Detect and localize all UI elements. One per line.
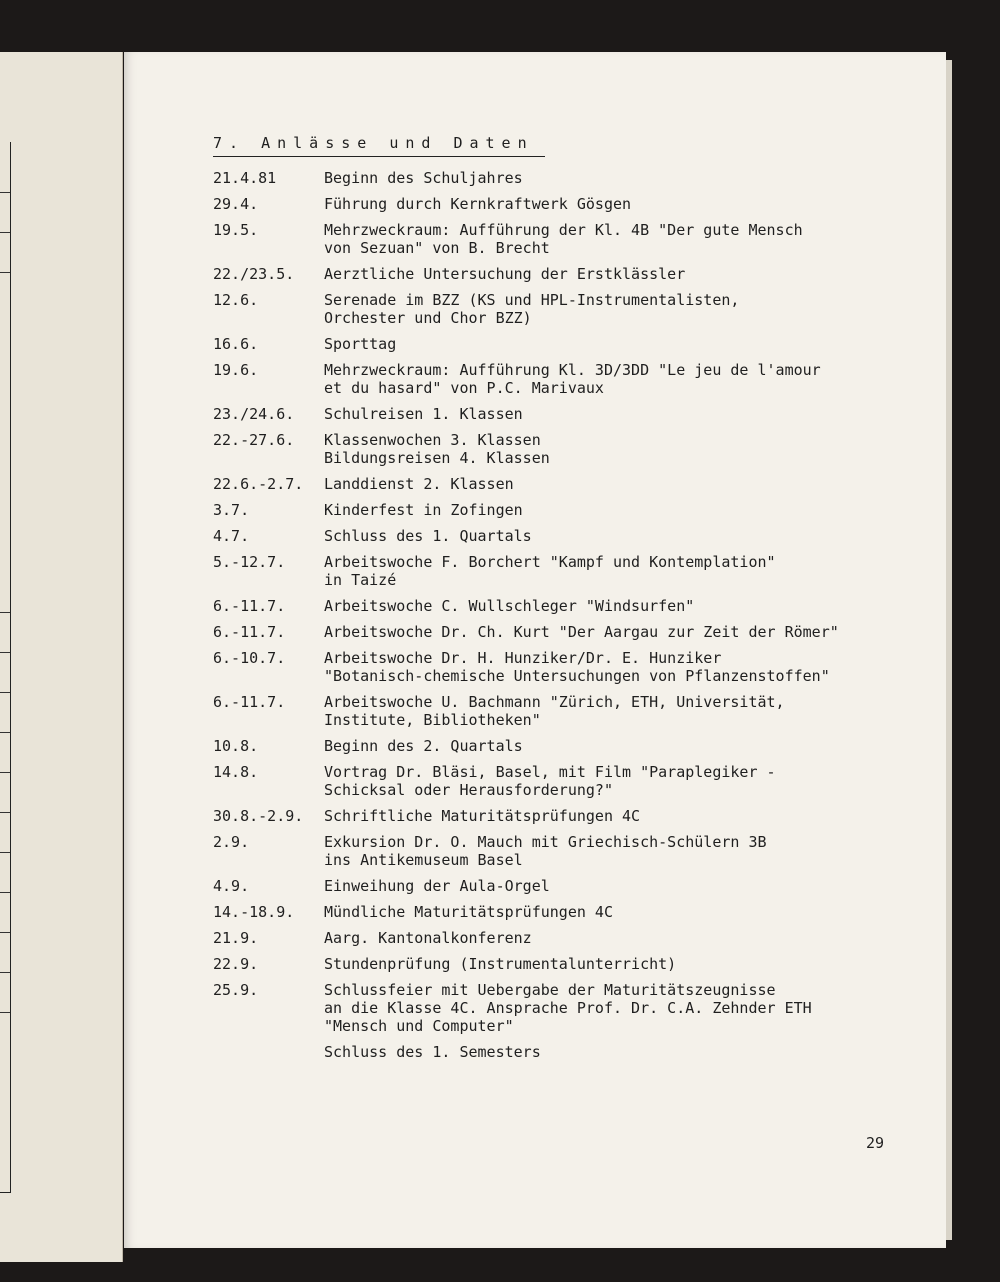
left-table-rule: [0, 932, 10, 933]
left-table-rule: [0, 852, 10, 853]
event-date: 4.9.: [213, 877, 250, 895]
event-description: Klassenwochen 3. Klassen Bildungsreisen 4. Klassen: [324, 431, 550, 467]
event-description: Arbeitswoche Dr. Ch. Kurt "Der Aargau zur Zeit der Römer": [324, 623, 839, 641]
left-table-rule: [0, 192, 10, 193]
left-table-rule: [0, 892, 10, 893]
event-description: Schriftliche Maturitätsprüfungen 4C: [324, 807, 641, 825]
event-date: 3.7.: [213, 501, 250, 519]
event-description: Aerztliche Untersuchung der Erstklässler: [324, 265, 686, 283]
event-date: 22.9.: [213, 955, 259, 973]
event-date: 10.8.: [213, 737, 259, 755]
event-description: Exkursion Dr. O. Mauch mit Griechisch-Schülern 3B ins Antikemuseum Basel: [324, 833, 767, 869]
event-row: [213, 763, 913, 799]
left-table-rule: [0, 732, 10, 733]
event-row: [213, 291, 913, 327]
event-row: [213, 475, 913, 493]
event-date: 30.8.-2.9.: [213, 807, 304, 825]
event-description: Landdienst 2. Klassen: [324, 475, 514, 493]
event-description: Arbeitswoche F. Borchert "Kampf und Kontemplation" in Taizé: [324, 553, 776, 589]
event-description: Serenade im BZZ (KS und HPL-Instrumentalisten, Orchester und Chor BZZ): [324, 291, 740, 327]
left-table-rule: [0, 652, 10, 653]
event-date: 22.6.-2.7.: [213, 475, 304, 493]
event-date: 16.6.: [213, 335, 259, 353]
event-row: [213, 195, 913, 213]
event-description: Arbeitswoche C. Wullschleger "Windsurfen": [324, 597, 695, 615]
event-date: 4.7.: [213, 527, 250, 545]
event-row: [213, 335, 913, 353]
event-description: Arbeitswoche Dr. H. Hunziker/Dr. E. Hunziker "Botanisch-chemische Untersuchungen von Pflanzenstoffen": [324, 649, 830, 685]
event-date: 25.9.: [213, 981, 259, 999]
left-table-rule: [0, 272, 10, 273]
event-row: [213, 221, 913, 257]
event-row: [213, 877, 913, 895]
event-list: [213, 169, 913, 1061]
event-date: 23./24.6.: [213, 405, 295, 423]
event-description: Schulreisen 1. Klassen: [324, 405, 523, 423]
event-date: 19.5.: [213, 221, 259, 239]
page-edge: [946, 60, 952, 1240]
event-date: [213, 1043, 324, 1061]
left-table-rule: [0, 692, 10, 693]
page-number: 29: [866, 1134, 885, 1152]
event-row: [213, 553, 913, 589]
left-table-rule: [0, 972, 10, 973]
event-date: 21.9.: [213, 929, 259, 947]
left-table-rule: [0, 612, 10, 613]
event-row: [213, 955, 913, 973]
event-description: Stundenprüfung (Instrumentalunterricht): [324, 955, 677, 973]
event-date: 22.-27.6.: [213, 431, 295, 449]
event-row: [213, 265, 913, 283]
event-row: [213, 833, 913, 869]
event-row: [213, 169, 913, 187]
event-description: Mehrzweckraum: Aufführung Kl. 3D/3DD "Le jeu de l'amour et du hasard" von P.C. Marivaux: [324, 361, 821, 397]
event-date: 2.9.: [213, 833, 250, 851]
event-row: [213, 649, 913, 685]
event-row: [213, 405, 913, 423]
document-body: [213, 134, 913, 1069]
event-date: 21.4.81: [213, 169, 277, 187]
left-table-rule: [0, 812, 10, 813]
event-row: [213, 693, 913, 729]
event-date: 5.-12.7.: [213, 553, 286, 571]
event-description: Einweihung der Aula-Orgel: [324, 877, 550, 895]
event-description: Mehrzweckraum: Aufführung der Kl. 4B "Der gute Mensch von Sezuan" von B. Brecht: [324, 221, 803, 257]
event-date: 22./23.5.: [213, 265, 295, 283]
event-description: Schluss des 1. Quartals: [324, 527, 532, 545]
event-date: 19.6.: [213, 361, 259, 379]
event-row: [213, 903, 913, 921]
event-date: 14.-18.9.: [213, 903, 295, 921]
left-page-table-edge: [0, 142, 11, 1193]
event-date: 29.4.: [213, 195, 259, 213]
event-date: 12.6.: [213, 291, 259, 309]
event-description: Führung durch Kernkraftwerk Gösgen: [324, 195, 632, 213]
left-table-rule: [0, 1012, 10, 1013]
event-date: 6.-11.7.: [213, 623, 286, 641]
event-row: [213, 431, 913, 467]
event-description: Schluss des 1. Semesters: [324, 1043, 541, 1061]
event-row: [213, 527, 913, 545]
event-row: [213, 807, 913, 825]
event-row: [213, 597, 913, 615]
event-row: [213, 623, 913, 641]
event-description: Beginn des Schuljahres: [324, 169, 523, 187]
event-date: 6.-11.7.: [213, 597, 286, 615]
event-description: Kinderfest in Zofingen: [324, 501, 523, 519]
event-description: Arbeitswoche U. Bachmann "Zürich, ETH, Universität, Institute, Bibliotheken": [324, 693, 785, 729]
event-date: 6.-11.7.: [213, 693, 286, 711]
event-description: Sporttag: [324, 335, 397, 353]
event-row: [213, 361, 913, 397]
event-description: Vortrag Dr. Bläsi, Basel, mit Film "Paraplegiker - Schicksal oder Herausforderung?": [324, 763, 776, 799]
left-page: [0, 52, 123, 1262]
section-heading: 7. Anlässe und Daten: [213, 134, 545, 157]
event-row: [213, 501, 913, 519]
event-row: [213, 929, 913, 947]
event-date: 6.-10.7.: [213, 649, 286, 667]
event-description: Aarg. Kantonalkonferenz: [324, 929, 532, 947]
left-table-rule: [0, 772, 10, 773]
event-row: [213, 737, 913, 755]
left-table-rule: [0, 232, 10, 233]
event-date: 14.8.: [213, 763, 259, 781]
event-row: [213, 1043, 913, 1061]
event-description: Mündliche Maturitätsprüfungen 4C: [324, 903, 613, 921]
event-description: Schlussfeier mit Uebergabe der Maturitätszeugnisse an die Klasse 4C. Ansprache Prof. Dr. C.A. Zehnder ETH "Mensch und Computer": [324, 981, 812, 1035]
event-row: [213, 981, 913, 1035]
event-description: Beginn des 2. Quartals: [324, 737, 523, 755]
